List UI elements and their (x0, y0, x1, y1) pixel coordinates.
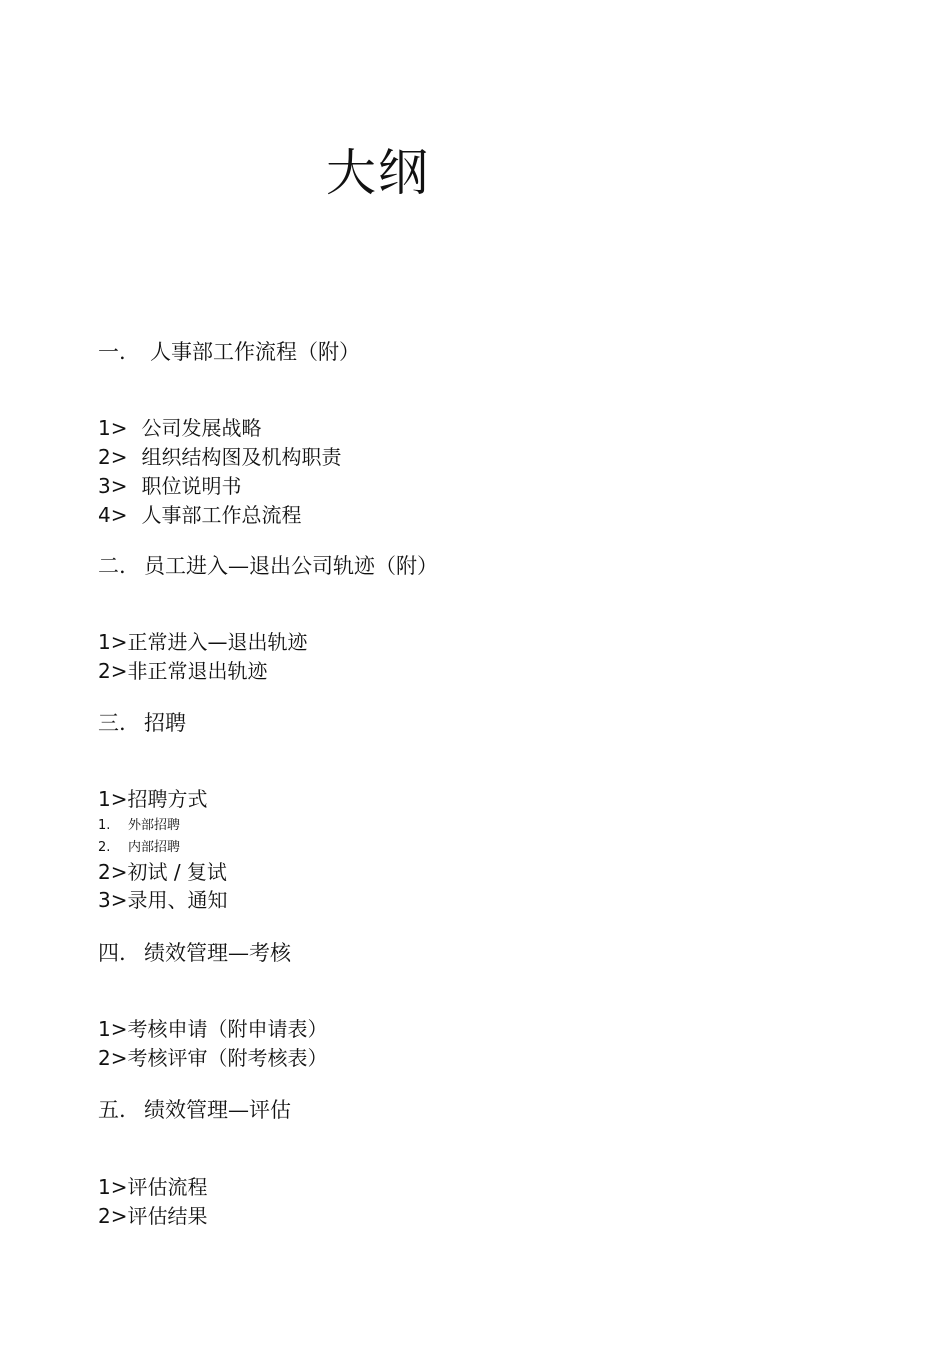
item-number: 2> (98, 659, 128, 683)
list-item (98, 502, 301, 528)
section-title: 绩效管理—考核 (144, 941, 291, 965)
item-number: 3> (98, 474, 128, 498)
item-number: 2> (98, 860, 128, 884)
item-text: 公司发展战略 (141, 416, 262, 440)
list-item (98, 786, 207, 812)
item-text: 组织结构图及机构职责 (141, 445, 342, 469)
item-text: 录用、通知 (127, 888, 228, 912)
item-number: 1> (98, 1017, 128, 1041)
item-text: 非正常退出轨迹 (127, 659, 268, 683)
subitem-number: 2. (98, 840, 111, 855)
list-item (98, 1203, 207, 1229)
section-number: 四. (98, 941, 126, 965)
item-text: 正常进入—退出轨迹 (127, 630, 308, 654)
list-item (98, 473, 241, 499)
section-title: 人事部工作流程（附） (150, 340, 360, 364)
item-number: 3> (98, 888, 128, 912)
list-item (98, 1016, 327, 1042)
item-text: 评估流程 (127, 1175, 208, 1199)
sub-list-item (98, 839, 180, 857)
item-number: 1> (98, 630, 128, 654)
item-number: 4> (98, 503, 128, 527)
section-heading-4 (98, 939, 291, 967)
item-number: 1> (98, 787, 128, 811)
item-text: 考核申请（附申请表） (127, 1017, 328, 1041)
item-text: 职位说明书 (141, 474, 242, 498)
list-item (98, 1174, 207, 1200)
list-item (98, 859, 227, 885)
section-heading-2 (98, 552, 438, 580)
section-title: 员工进入—退出公司轨迹（附） (144, 554, 438, 578)
item-number: 1> (98, 416, 128, 440)
section-title: 绩效管理—评估 (144, 1098, 291, 1122)
item-number: 2> (98, 445, 128, 469)
item-text: 人事部工作总流程 (141, 503, 302, 527)
list-item (98, 658, 267, 684)
document-title: 大纲 (326, 144, 430, 202)
item-number: 2> (98, 1204, 128, 1228)
item-text: 初试 / 复试 (127, 860, 227, 884)
section-heading-5 (98, 1096, 291, 1124)
list-item (98, 629, 307, 655)
section-number: 一. (98, 340, 126, 364)
list-item (98, 415, 261, 441)
section-number: 二. (98, 554, 126, 578)
subitem-text: 内部招聘 (128, 840, 181, 855)
item-text: 招聘方式 (127, 787, 208, 811)
section-number: 五. (98, 1098, 126, 1122)
section-title: 招聘 (144, 711, 186, 735)
list-item (98, 887, 227, 913)
list-item (98, 444, 341, 470)
section-heading-1 (98, 338, 360, 366)
item-text: 评估结果 (127, 1204, 208, 1228)
subitem-number: 1. (98, 818, 111, 833)
item-number: 2> (98, 1046, 128, 1070)
section-heading-3 (98, 709, 186, 737)
sub-list-item (98, 817, 180, 835)
item-number: 1> (98, 1175, 128, 1199)
list-item (98, 1045, 327, 1071)
section-number: 三. (98, 711, 126, 735)
item-text: 考核评审（附考核表） (127, 1046, 328, 1070)
subitem-text: 外部招聘 (128, 818, 181, 833)
